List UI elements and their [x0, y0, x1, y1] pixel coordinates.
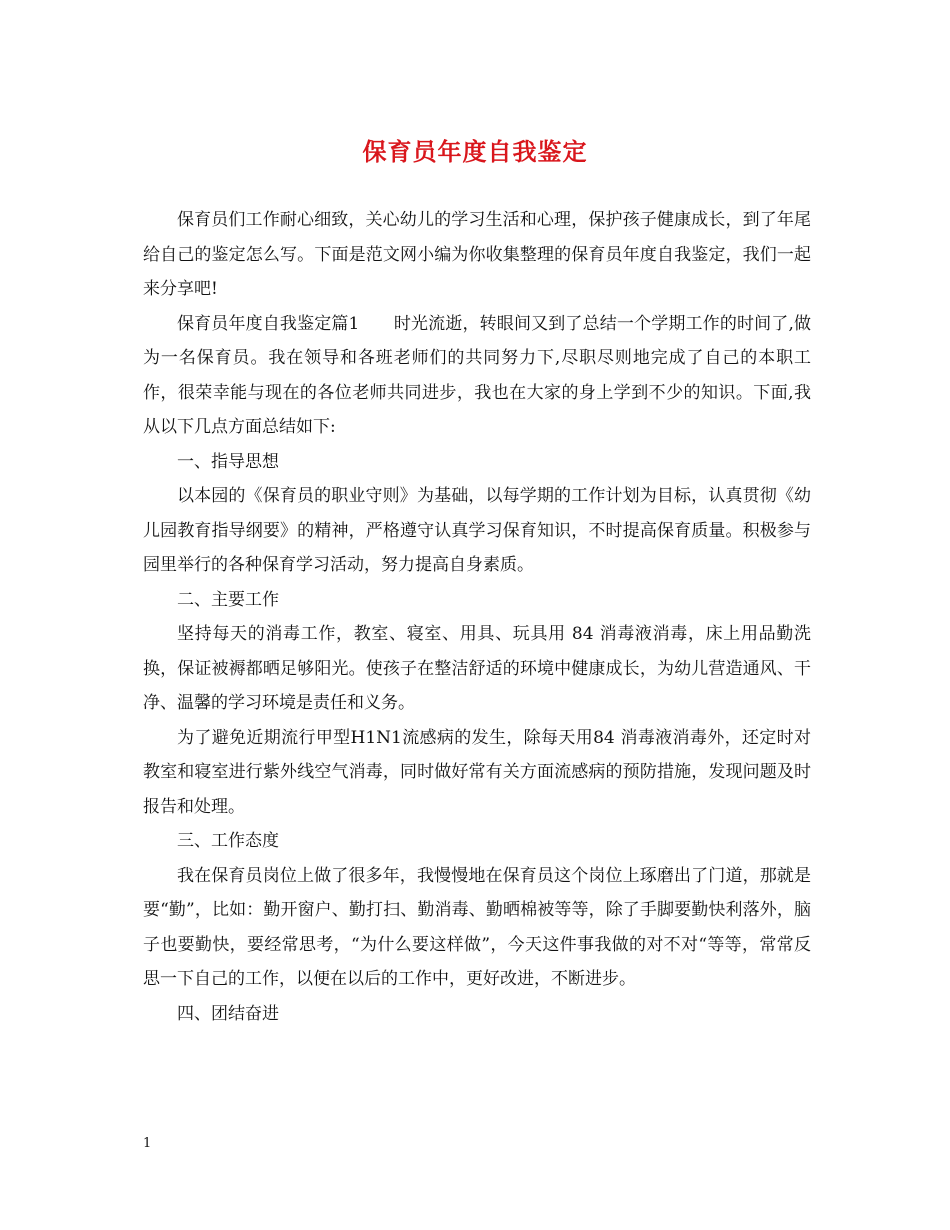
heading-work-attitude: 三、工作态度 — [177, 831, 279, 851]
document-title: 保育员年度自我鉴定 — [362, 137, 588, 166]
paragraph-work-attitude: 我在保育员岗位上做了很多年，我慢慢地在保育员这个岗位上琢磨出了门道，那就是要“勤”，比如：勤开窗户、勤打扫、勤消毒、勤晒棉被等等，除了手脚要勤快利落外，脑子也要勤快，要经常思考，“为什么要这样做”，今天这件事我做的对不对“等等，常常反思一下自己的工作，以便在以后的工作中，更好改进，不断进步。 — [143, 865, 811, 989]
page-number: 1 — [143, 1136, 152, 1151]
heading-main-work: 二、主要工作 — [177, 589, 279, 610]
paragraph-disinfection: 坚持每天的消毒工作，教室、寝室、用具、玩具用 84 消毒液消毒，床上用品勤洗换，保证被褥都晒足够阳光。使孩子在整洁舒适的环境中健康成长，为幼儿营造通风、干净、温馨的学习环境是责任和义务。 — [143, 624, 811, 713]
heading-teamwork: 四、团结奋进 — [177, 1003, 279, 1024]
paragraph-intro: 保育员们工作耐心细致，关心幼儿的学习生活和心理，保护孩子健康成长，到了年尾给自己的鉴定怎么写。下面是范文网小编为你收集整理的保育员年度自我鉴定，我们一起来分享吧! — [143, 210, 811, 299]
paragraph-guiding-thought: 以本园的《保育员的职业守则》为基础，以每学期的工作计划为目标，认真贯彻《幼儿园教育指导纲要》的精神，严格遵守认真学习保育知识，不时提高保育质量。积极参与园里举行的各种保育学习活动，努力提高自身素质。 — [143, 486, 811, 575]
paragraph-flu-prevention: 为了避免近期流行甲型H1N1流感病的发生，除每天用84 消毒液消毒外，还定时对教室和寝室进行紫外线空气消毒，同时做好常有关方面流感病的预防措施，发现问题及时报告和处理。 — [143, 727, 811, 817]
document-body — [143, 203, 811, 1031]
paragraph-section-1-opening: 保育员年度自我鉴定篇1 时光流逝，转眼间又到了总结一个学期工作的时间了,做为一名保育员。我在领导和各班老师们的共同努力下,尽职尽则地完成了自己的本职工作，很荣幸能与现在的各位老师共同进步，我也在大家的身上学到不少的知识。下面,我从以下几点方面总结如下: — [143, 313, 811, 437]
heading-guiding-thought: 一、指导思想 — [177, 451, 279, 472]
